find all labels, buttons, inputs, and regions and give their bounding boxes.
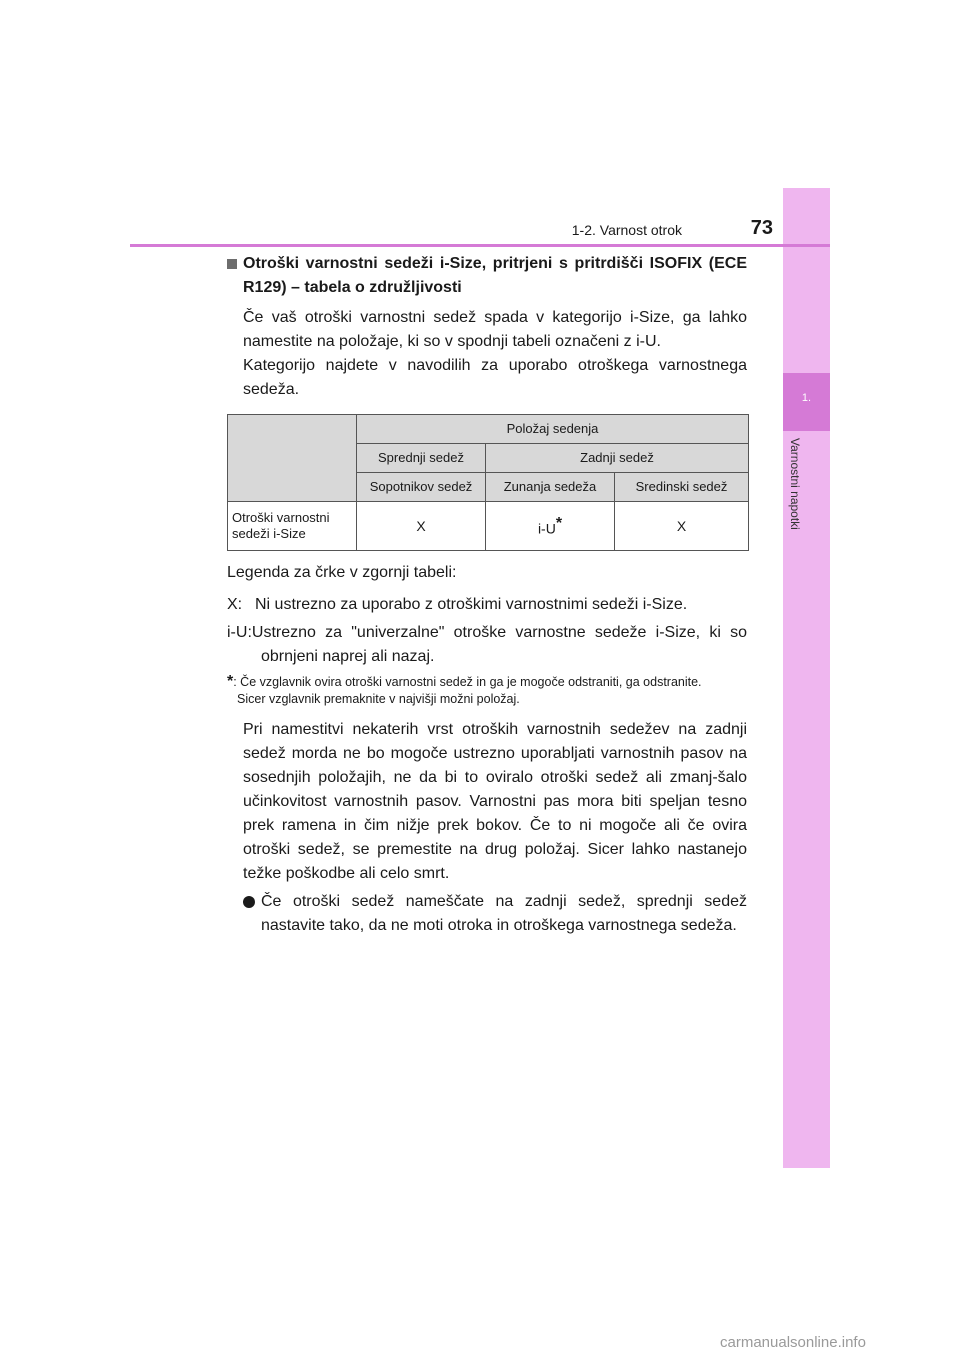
cell-outer-footnote-mark: * <box>555 514 563 532</box>
cell-outer-value <box>486 502 615 551</box>
legend-item-x <box>227 593 747 617</box>
chapter-side-tab <box>783 188 830 1168</box>
table-header-front: Sprednji sedež <box>357 444 486 473</box>
legend-key-x: X: <box>227 596 243 613</box>
table-col-passenger: Sopotnikov sedež <box>357 473 486 502</box>
legend-key-iu: i-U: <box>227 624 252 641</box>
chapter-title: Varnostni napotki <box>788 438 802 530</box>
footnote <box>227 673 747 708</box>
cell-center-value: X <box>615 502 749 551</box>
row-label-line2: sedeži i-Size <box>232 526 306 541</box>
cell-passenger-value: X <box>357 502 486 551</box>
table-header-seating: Položaj sedenja <box>357 415 749 444</box>
legend-title: Legenda za črke v zgornji tabeli: <box>227 564 457 581</box>
square-bullet-icon <box>227 259 237 269</box>
legend <box>227 561 747 669</box>
row-label-line1: Otroški varnostni <box>232 510 330 525</box>
page-number: 73 <box>750 217 773 239</box>
page-content <box>227 252 747 938</box>
legend-item-iu <box>227 621 747 669</box>
chapter-number: 1. <box>801 392 812 404</box>
intro-paragraph-2: Kategorijo najdete v navodilih za uporabo otroškega varnostnega sedeža. <box>243 357 747 398</box>
watermark: carmanualsonline.info <box>720 1334 866 1351</box>
intro-paragraph: Če vaš otroški varnostni sedež spada v kategorijo i-Size, ga lahko namestite na položaje, ki so v spodnji tabeli označeni z i-U. <box>243 309 747 350</box>
bullet-text: Če otroški sedež nameščate na zadnji sedež, sprednji sedež nastavite tako, da ne moti otroka in otroškega varnostnega sedeža. <box>261 893 747 934</box>
round-bullet-icon <box>243 896 255 908</box>
body-paragraph: Pri namestitvi nekaterih vrst otroških varnostnih sedežev na zadnji sedež morda ne bo mogoče ustrezno uporabljati varnostnih pasov na sosednjih položajih, ne da bi to oviralo otroški sedež ali zmanj-šalo učinkovitost varnostnih pasov. Varnostni pas mora biti speljan tesno prek ramena in čim nižje prek bokov. Če to ni mogoče ali če ovira otroški sedež, se premestite na drug položaj. Sicer lahko nastanejo težke poškodbe ali celo smrt. <box>243 721 747 882</box>
legend-text-x: Ni ustrezno za uporabo z otroškimi varnostnimi sedeži i-Size. <box>255 596 688 613</box>
footnote-line1: : Če vzglavnik ovira otroški varnostni sedež in ga je mogoče odstraniti, ga odstranite. <box>233 675 702 689</box>
table-row-label <box>228 502 357 551</box>
bullet-item <box>227 890 747 938</box>
table-row <box>228 502 749 551</box>
section-heading-text: Otroški varnostni sedeži i-Size, pritrjeni s pritrdišči ISOFIX (ECE R129) – tabela o združljivosti <box>243 255 747 296</box>
footnote-mark: * <box>227 673 234 690</box>
table-col-outer: Zunanja sedeža <box>486 473 615 502</box>
compatibility-table <box>227 414 749 551</box>
table-header-rear: Zadnji sedež <box>486 444 749 473</box>
header-divider <box>130 244 830 247</box>
table-col-center: Sredinski sedež <box>615 473 749 502</box>
section-heading <box>227 252 747 300</box>
cell-outer-text: i-U <box>537 520 556 537</box>
section-header: 1-2. Varnost otrok <box>571 222 682 238</box>
table-corner-cell <box>228 415 357 502</box>
legend-text-iu: Ustrezno za "univerzalne" otroške varnostne sedeže i-Size, ki so obrnjeni naprej ali nazaj. <box>251 624 747 665</box>
footnote-line2: Sicer vzglavnik premaknite v najvišji možni položaj. <box>237 692 520 706</box>
